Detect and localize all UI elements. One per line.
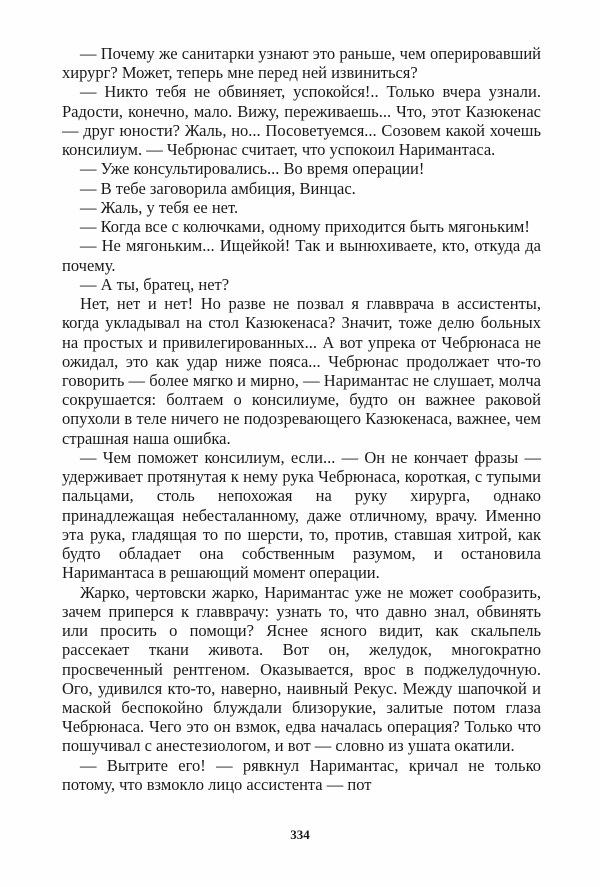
paragraph-8: — А ты, братец, нет?: [80, 274, 230, 294]
paragraph-5: — Жаль, у тебя ее нет.: [80, 197, 239, 217]
body-text: [62, 44, 541, 794]
paragraph-9: Нет, нет и нет! Но разве не позвал я главврача в ассистенты, когда укладывал на стол Казюкенаса? Значит, тоже делю больных на простых и привилегированных... А вот упрека от Чебрюнаса не ожидал, это как удар ниже пояса... Чебрюнас продолжает что-то говорить — более мягко и мирно, — Наримантас не слушает, молча сокрушается: болтаем о консилиуме, будто он важнее раковой опухоли в теле ничего не подозревающего Казюкенаса, важнее, чем страшная наша ошибка.: [62, 294, 541, 448]
paragraph-10: — Чем поможет консилиум, если... — Он не кончает фразы — удерживает протянутая к нему рука Чебрюнаса, короткая, с тупыми пальцами, столь непохожая на руку хирурга, однако принадлежащая небесталанному, даже отличному, врачу. Именно эта рука, гладящая то по шерсти, то, против, ставшая хитрой, как будто обладает она собственным разумом, и остановила Наримантаса в решающий момент операции.: [62, 447, 541, 583]
paragraph-11: Жарко, чертовски жарко, Наримантас уже не может сообразить, зачем приперся к главврачу: узнать то, что давно знал, обвинять или просить о помощи? Яснее ясного видит, как скальпель рассекает ткани живота. Вот он, желудок, многократно просвеченный рентгеном. Оказывается, врос в поджелудочную. Ого, удивился кто-то, наверно, наивный Рекус. Между шапочкой и маской беспокойно блуждали близорукие, залитые потом глаза Чебрюнаса. Чего это он взмок, едва началась операция? Только что пошучивал с анестезиологом, и вот — словно из ушата окатили.: [62, 582, 541, 756]
paragraph-4: — В тебе заговорила амбиция, Винцас.: [80, 178, 356, 198]
paragraph-2: — Никто тебя не обвиняет, успокойся!.. Только вчера узнали. Радости, конечно, мало. Вижу, переживаешь... Что, этот Казюкенас — друг юности? Жаль, но... Посоветуемся... Созовем какой хочешь консилиум. — Чебрюнас считает, что успокоил Наримантаса.: [62, 82, 541, 160]
paragraph-12: — Вытрите его! — рявкнул Наримантас, кричал не только потому, что взмокло лицо ассистента — пот: [62, 755, 541, 794]
page-number: 334: [290, 827, 310, 842]
paragraph-7: — Не мягоньким... Ищейкой! Так и вынюхиваете, кто, откуда да почему.: [62, 236, 541, 275]
paragraph-3: — Уже консультировались... Во время операции!: [80, 159, 425, 179]
paragraph-1: — Почему же санитарки узнают это раньше, чем оперировавший хирург? Может, теперь мне перед ней извиниться?: [62, 44, 541, 83]
paragraph-6: — Когда все с колючками, одному приходится быть мягоньким!: [80, 217, 530, 237]
